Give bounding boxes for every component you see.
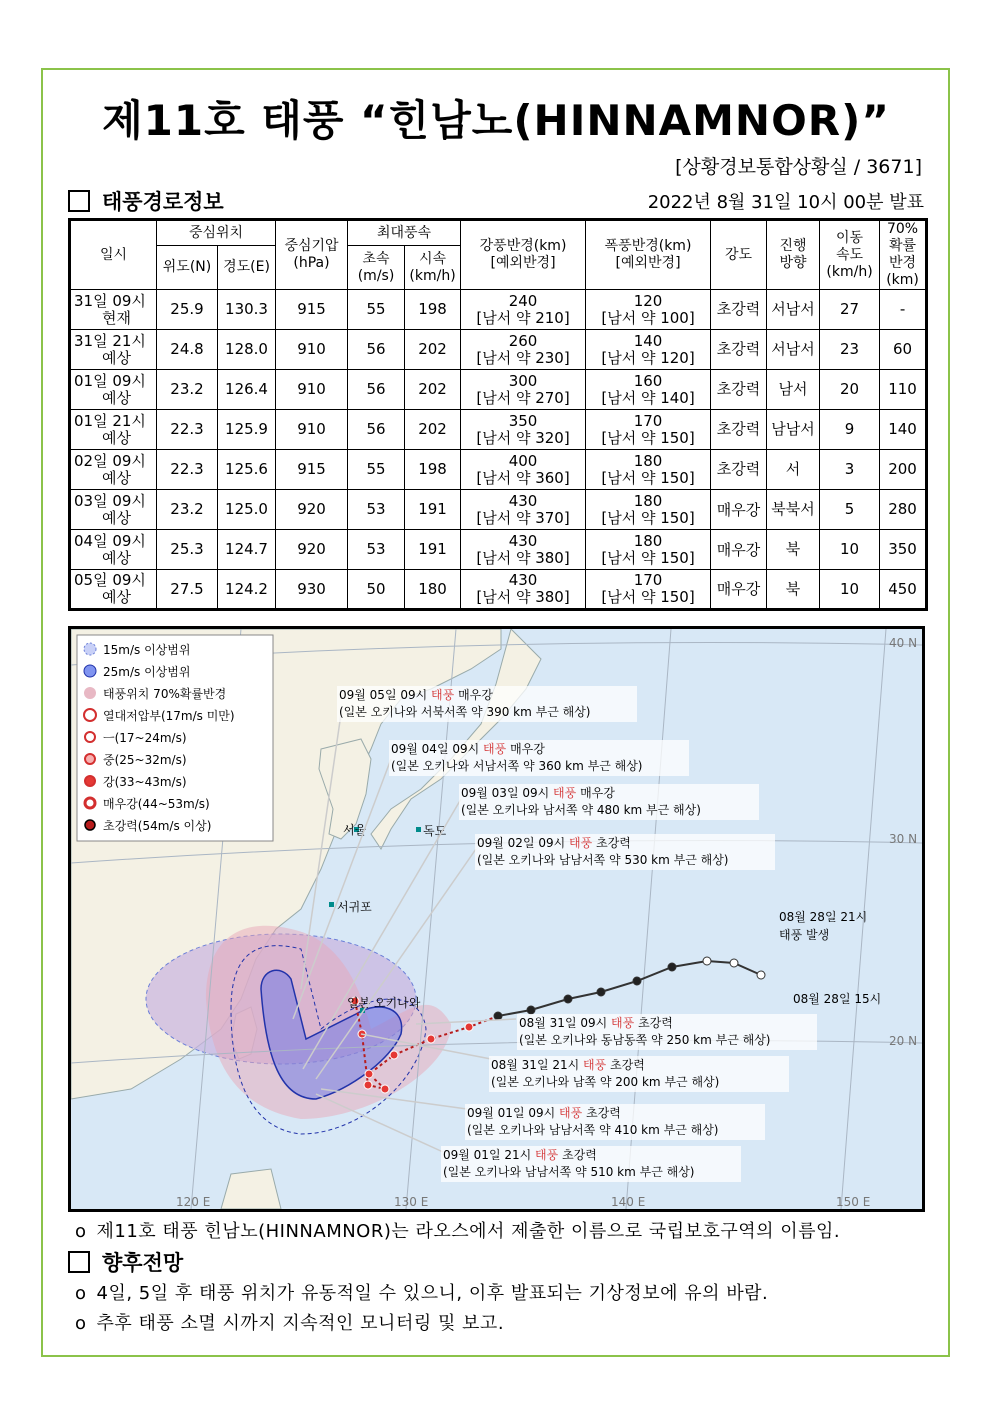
table-cell: 04일 09시 예상 xyxy=(70,530,157,570)
table-cell: 430 [남서 약 380] xyxy=(461,570,586,610)
table-row xyxy=(70,410,927,450)
table-row xyxy=(70,450,927,490)
section-outlook xyxy=(68,1247,183,1277)
lat-label-40: 40 N xyxy=(889,636,918,650)
legend-td: 열대저압부(17m/s 미만) xyxy=(103,709,235,723)
table-cell: 53 xyxy=(348,490,405,530)
issued-time: 2022년 8월 31일 10시 00분 발표 xyxy=(647,192,924,213)
table-cell: 23 xyxy=(820,330,880,370)
table-cell: 25.3 xyxy=(157,530,218,570)
lat-label-20: 20 N xyxy=(889,1034,918,1048)
table-cell: 초강력 xyxy=(711,290,767,330)
land-philippines xyxy=(221,1169,281,1209)
past-position-marker xyxy=(633,977,641,985)
table-cell: 120 [남서 약 100] xyxy=(586,290,711,330)
place-okinawa: 일본 오키나와 xyxy=(347,996,421,1010)
name-note: o 제11호 태풍 힌남노(HINNAMNOR)는 라오스에서 제출한 이름으로 국립보호구역의 이름임. xyxy=(75,1221,841,1242)
lon-label-150: 150 E xyxy=(836,1195,871,1209)
table-cell: 31일 09시 현재 xyxy=(70,290,157,330)
typhoon-track-map xyxy=(68,626,925,1212)
annotation-line-2: (일본 오키나와 남남서쪽 약 510 km 부근 해상) xyxy=(443,1165,695,1179)
track-annotation xyxy=(489,1056,789,1092)
annotation-line-1: 08월 31일 09시 태풍 초강력 xyxy=(519,1016,673,1030)
table-cell: 915 xyxy=(276,450,348,490)
past-position-marker xyxy=(703,957,711,965)
table-cell: 23.2 xyxy=(157,370,218,410)
table-cell: 400 [남서 약 360] xyxy=(461,450,586,490)
table-cell: 200 xyxy=(880,450,927,490)
header-ms: 초속 (m/s) xyxy=(348,246,405,290)
annotation-line-1: 09월 01일 09시 태풍 초강력 xyxy=(467,1106,621,1120)
table-cell: 910 xyxy=(276,330,348,370)
table-cell: 27 xyxy=(820,290,880,330)
table-cell: 01일 21시 예상 xyxy=(70,410,157,450)
table-cell: 남서 xyxy=(767,370,820,410)
table-cell: 24.8 xyxy=(157,330,218,370)
genesis-label-2: 태풍 발생 xyxy=(779,928,830,942)
lat-label-30: 30 N xyxy=(889,832,918,846)
table-cell: 05일 09시 예상 xyxy=(70,570,157,610)
table-cell: 170 [남서 약 150] xyxy=(586,410,711,450)
legend-medium: 중(25~32m/s) xyxy=(103,753,187,767)
legend-verystrong: 매우강(44~53m/s) xyxy=(103,797,210,811)
table-cell: 56 xyxy=(348,370,405,410)
table-cell: 430 [남서 약 380] xyxy=(461,530,586,570)
table-cell: 180 [남서 약 150] xyxy=(586,490,711,530)
table-cell: 북 xyxy=(767,570,820,610)
table-cell: 56 xyxy=(348,410,405,450)
table-row xyxy=(70,290,927,330)
table-cell: 55 xyxy=(348,450,405,490)
header-maxwind: 최대풍속 xyxy=(348,220,461,246)
header-datetime: 일시 xyxy=(70,220,157,290)
table-cell: 매우강 xyxy=(711,570,767,610)
lon-label-140: 140 E xyxy=(611,1195,646,1209)
table-cell: 02일 09시 예상 xyxy=(70,450,157,490)
past-position-marker xyxy=(527,1006,535,1014)
table-cell: 350 [남서 약 320] xyxy=(461,410,586,450)
annotation-line-1: 09월 02일 09시 태풍 초강력 xyxy=(477,836,631,850)
annotation-line-2: (일본 오키나와 남쪽 약 200 km 부근 해상) xyxy=(491,1075,720,1089)
table-cell: 10 xyxy=(820,570,880,610)
checkbox-icon xyxy=(68,1251,90,1273)
lon-label-120: 120 E xyxy=(176,1195,211,1209)
table-cell: 50 xyxy=(348,570,405,610)
track-annotation xyxy=(441,1146,741,1182)
table-cell: 202 xyxy=(405,410,461,450)
table-cell: 128.0 xyxy=(218,330,276,370)
header-speed: 이동 속도 (km/h) xyxy=(820,220,880,290)
track-annotation xyxy=(465,1104,765,1140)
table-cell: 202 xyxy=(405,370,461,410)
table-cell: 27.5 xyxy=(157,570,218,610)
table-cell: 280 xyxy=(880,490,927,530)
annotation-line-1: 08월 31일 21시 태풍 초강력 xyxy=(491,1058,645,1072)
table-row xyxy=(70,370,927,410)
table-cell: 920 xyxy=(276,530,348,570)
map-legend xyxy=(77,635,273,841)
legend-weak: ㅡ(17~24m/s) xyxy=(103,731,187,745)
header-storm-radius: 폭풍반경(km) [예외반경] xyxy=(586,220,711,290)
table-cell: 03일 09시 예상 xyxy=(70,490,157,530)
table-cell: 198 xyxy=(405,290,461,330)
table-cell: 31일 21시 예상 xyxy=(70,330,157,370)
past-position-marker xyxy=(668,963,676,971)
annotation-line-2: (일본 오키나와 서남서쪽 약 360 km 부근 해상) xyxy=(391,759,643,773)
place-seoul: 서울 xyxy=(343,823,367,837)
table-cell: 920 xyxy=(276,490,348,530)
table-cell: 초강력 xyxy=(711,410,767,450)
header-direction: 진행 방향 xyxy=(767,220,820,290)
annotation-line-1: 09월 03일 09시 태풍 매우강 xyxy=(461,786,615,800)
table-cell: 9 xyxy=(820,410,880,450)
legend-super: 초강력(54m/s 이상) xyxy=(103,819,212,833)
table-cell: 915 xyxy=(276,290,348,330)
table-cell: 300 [남서 약 270] xyxy=(461,370,586,410)
table-cell: 북북서 xyxy=(767,490,820,530)
table-cell: 서남서 xyxy=(767,290,820,330)
table-cell: 01일 09시 예상 xyxy=(70,370,157,410)
table-cell: 191 xyxy=(405,490,461,530)
section-title: 태풍경로정보 xyxy=(102,190,224,214)
table-cell: 남남서 xyxy=(767,410,820,450)
table-cell: 910 xyxy=(276,370,348,410)
table-cell: 초강력 xyxy=(711,330,767,370)
table-cell: 124.2 xyxy=(218,570,276,610)
annotation-line-1: 09월 04일 09시 태풍 매우강 xyxy=(391,742,545,756)
table-cell: 125.0 xyxy=(218,490,276,530)
annotation-line-1: 09월 05일 09시 태풍 매우강 xyxy=(339,688,493,702)
forecast-position-marker xyxy=(381,1085,389,1093)
map-canvas xyxy=(71,629,922,1209)
place-dokdo: 독도 xyxy=(423,824,447,838)
table-cell: 55 xyxy=(348,290,405,330)
table-cell: 170 [남서 약 150] xyxy=(586,570,711,610)
table-cell: 126.4 xyxy=(218,370,276,410)
table-cell: 124.7 xyxy=(218,530,276,570)
table-cell: 3 xyxy=(820,450,880,490)
genesis-label-1: 08월 28일 21시 xyxy=(779,910,868,924)
past-position-marker xyxy=(564,995,572,1003)
map-annotations xyxy=(337,686,817,1182)
table-cell: 140 [남서 약 120] xyxy=(586,330,711,370)
track-annotation xyxy=(337,686,637,722)
table-cell: 110 xyxy=(880,370,927,410)
start-label: 08월 28일 15시 xyxy=(793,992,882,1006)
table-cell: 450 xyxy=(880,570,927,610)
table-cell: 198 xyxy=(405,450,461,490)
table-cell: 북 xyxy=(767,530,820,570)
table-cell: 160 [남서 약 140] xyxy=(586,370,711,410)
table-cell: 5 xyxy=(820,490,880,530)
header-pressure: 중심기압 (hPa) xyxy=(276,220,348,290)
table-cell: 53 xyxy=(348,530,405,570)
past-position-marker xyxy=(597,988,605,996)
table-cell: 22.3 xyxy=(157,450,218,490)
track-annotation xyxy=(517,1014,817,1050)
table-cell: 초강력 xyxy=(711,450,767,490)
header-center: 중심위치 xyxy=(157,220,276,246)
table-cell: 240 [남서 약 210] xyxy=(461,290,586,330)
forecast-position-marker xyxy=(465,1023,473,1031)
table-cell: 초강력 xyxy=(711,370,767,410)
table-row xyxy=(70,330,927,370)
forecast-position-marker xyxy=(427,1035,435,1043)
header-lat: 위도(N) xyxy=(157,246,218,290)
legend-strong: 강(33~43m/s) xyxy=(103,775,187,789)
header-prob-radius: 70% 확률 반경 (km) xyxy=(880,220,927,290)
header-kmh: 시속 (km/h) xyxy=(405,246,461,290)
annotation-line-2: (일본 오키나와 서북서쪽 약 390 km 부근 해상) xyxy=(339,705,591,719)
table-cell: 191 xyxy=(405,530,461,570)
past-position-marker xyxy=(757,971,765,979)
track-annotation xyxy=(389,740,689,776)
table-cell: 56 xyxy=(348,330,405,370)
lon-label-130: 130 E xyxy=(394,1195,429,1209)
table-cell: 180 [남서 약 150] xyxy=(586,530,711,570)
outlook-item: o 추후 태풍 소멸 시까지 지속적인 모니터링 및 보고. xyxy=(75,1313,505,1334)
page-title: 제11호 태풍 “힌남노(HINNAMNOR)” xyxy=(102,96,890,145)
table-cell: 202 xyxy=(405,330,461,370)
forecast-position-marker xyxy=(390,1051,398,1059)
header-strength: 강도 xyxy=(711,220,767,290)
table-cell: 180 [남서 약 150] xyxy=(586,450,711,490)
table-cell: 매우강 xyxy=(711,490,767,530)
place-seogwipo: 서귀포 xyxy=(337,900,372,914)
seogwipo-marker xyxy=(329,902,334,907)
header-lon: 경도(E) xyxy=(218,246,276,290)
table-cell: 20 xyxy=(820,370,880,410)
table-cell: 350 xyxy=(880,530,927,570)
section-title: 향후전망 xyxy=(102,1251,184,1275)
legend-25ms: 25m/s 이상범위 xyxy=(103,665,191,679)
annotation-line-2: (일본 오키나와 남서쪽 약 480 km 부근 해상) xyxy=(461,803,701,817)
track-table xyxy=(68,218,928,611)
table-cell: 130.3 xyxy=(218,290,276,330)
annotation-line-2: (일본 오키나와 남남서쪽 약 410 km 부근 해상) xyxy=(467,1123,719,1137)
annotation-line-2: (일본 오키나와 동남동쪽 약 250 km 부근 해상) xyxy=(519,1033,771,1047)
forecast-position-marker xyxy=(365,1070,373,1078)
track-annotation xyxy=(475,834,775,870)
table-cell: 430 [남서 약 370] xyxy=(461,490,586,530)
table-cell: 23.2 xyxy=(157,490,218,530)
department-label: [상황경보통합상황실 / 3671] xyxy=(675,156,922,178)
section-track-info xyxy=(68,186,224,216)
table-row xyxy=(70,490,927,530)
table-cell: 910 xyxy=(276,410,348,450)
table-cell: - xyxy=(880,290,927,330)
table-cell: 140 xyxy=(880,410,927,450)
table-cell: 매우강 xyxy=(711,530,767,570)
legend-prob: 태풍위치 70%확률반경 xyxy=(103,687,227,701)
table-cell: 25.9 xyxy=(157,290,218,330)
track-annotation xyxy=(459,784,759,820)
header-gale-radius: 강풍반경(km) [예외반경] xyxy=(461,220,586,290)
annotation-line-2: (일본 오키나와 남남서쪽 약 530 km 부근 해상) xyxy=(477,853,729,867)
table-cell: 260 [남서 약 230] xyxy=(461,330,586,370)
table-cell: 930 xyxy=(276,570,348,610)
table-cell: 10 xyxy=(820,530,880,570)
table-cell: 서 xyxy=(767,450,820,490)
past-position-marker xyxy=(494,1012,502,1020)
outlook-item: o 4일, 5일 후 태풍 위치가 유동적일 수 있으니, 이후 발표되는 기상정보에 유의 바람. xyxy=(75,1283,769,1304)
forecast-position-marker xyxy=(364,1081,372,1089)
legend-15ms: 15m/s 이상범위 xyxy=(103,643,191,657)
table-cell: 60 xyxy=(880,330,927,370)
checkbox-icon xyxy=(68,190,90,212)
table-cell: 180 xyxy=(405,570,461,610)
table-cell: 125.6 xyxy=(218,450,276,490)
table-cell: 125.9 xyxy=(218,410,276,450)
table-row xyxy=(70,530,927,570)
table-cell: 22.3 xyxy=(157,410,218,450)
annotation-line-1: 09월 01일 21시 태풍 초강력 xyxy=(443,1148,597,1162)
dokdo-marker xyxy=(416,827,421,832)
table-cell: 서남서 xyxy=(767,330,820,370)
past-track-line xyxy=(498,961,761,1016)
table-row xyxy=(70,570,927,610)
past-position-marker xyxy=(730,959,738,967)
